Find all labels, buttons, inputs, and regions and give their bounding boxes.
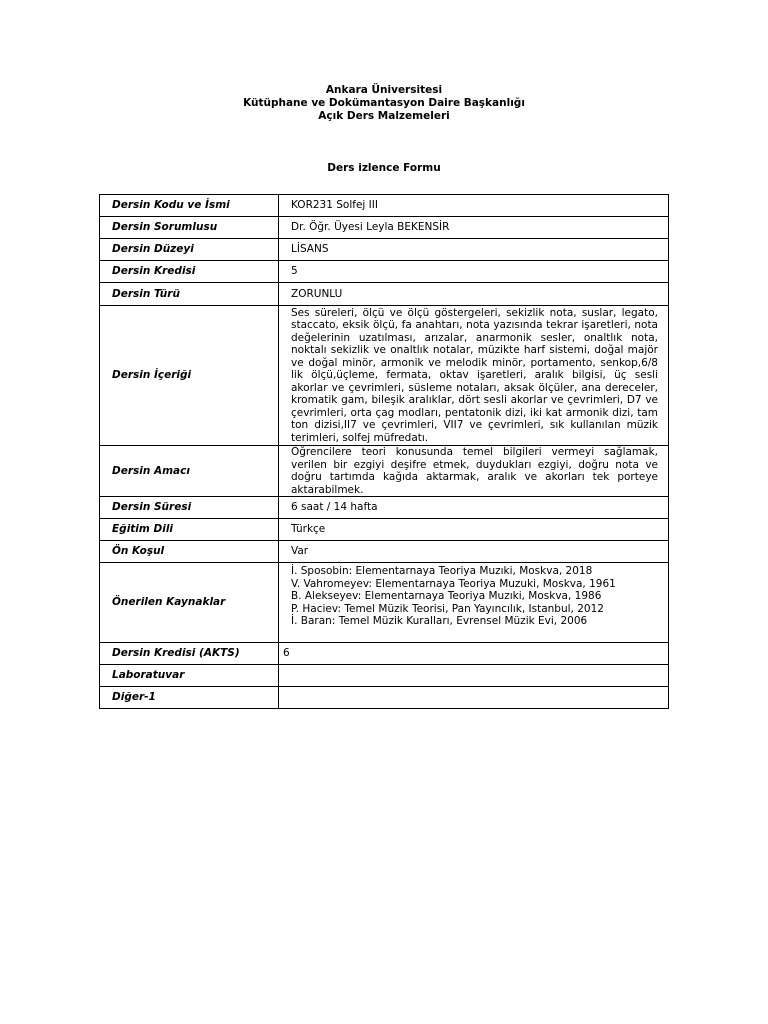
- row-value-objective: Öğrencilere teori konusunda temel bilgileri vermeyi sağlamak, verilen bir ezgiyi deşifre etmek, duydukları ezgiyi, doğru nota ve doğru tartımda kağıda aktarmak, aralık ve akorları tek porteye aktarabilmek.: [279, 446, 669, 497]
- document-header: [0, 84, 768, 123]
- row-label-level: Dersin Düzeyi: [100, 239, 279, 261]
- row-value-instructor: Dr. Öğr. Üyesi Leyla BEKENSİR: [279, 217, 669, 239]
- row-value-course-code: KOR231 Solfej III: [279, 195, 669, 217]
- row-label-course-code: Dersin Kodu ve İsmi: [100, 195, 279, 217]
- source-item: V. Vahromeyev: Elementarnaya Teoriya Muzuki, Moskva, 1961: [291, 577, 616, 590]
- row-label-credit: Dersin Kredisi: [100, 261, 279, 283]
- table-row: [100, 195, 669, 217]
- row-label-ects: Dersin Kredisi (AKTS): [100, 643, 279, 665]
- table-row: [100, 541, 669, 563]
- row-value-credit: 5: [279, 261, 669, 283]
- table-row: [100, 665, 669, 687]
- row-label-instructor: Dersin Sorumlusu: [100, 217, 279, 239]
- row-label-other-1: Diğer-1: [100, 687, 279, 709]
- table-row: [100, 519, 669, 541]
- table-row: [100, 306, 669, 446]
- row-value-content: Ses süreleri, ölçü ve ölçü göstergeleri, sekizlik nota, suslar, legato, staccato, eksik ölçü, fa anahtarı, nota yazısında tekrar işaretleri, nota değelerinin uzatılması, arızalar, anarmonik sesler, onaltlık nota, noktalı sekizlik ve onaltlık notalar, müzikte harf sistemi, doğal majör ve doğal minör, armonik ve melodik minör, portamento, senkop,6/8 lik ölçü,üçleme, fermata, oktav işaretleri, aralık bilgisi, üç sesli akorlar ve çevrimleri, süsleme notaları, aksak ölçüler, ana dereceler, kromatik gam, bileşik aralıklar, dört sesli akorlar ve çevrimleri, D7 ve çevrimleri, orta çag modları, pentatonik dizi, iki kat armonik dizi, tam ton dizisi,II7 ve çevrimleri, VII7 ve çevrimleri, sık kullanılan müzik terimleri, solfej müfredatı.: [279, 306, 669, 446]
- row-label-language: Eğitim Dili: [100, 519, 279, 541]
- table-row: [100, 217, 669, 239]
- table-row: [100, 239, 669, 261]
- table-row: [100, 563, 669, 643]
- row-label-sources: Önerilen Kaynaklar: [100, 563, 279, 643]
- table-row: [100, 283, 669, 306]
- row-value-other-1: [279, 687, 669, 709]
- table-row: [100, 643, 669, 665]
- row-value-prerequisite: Var: [279, 541, 669, 563]
- row-value-level: LİSANS: [279, 239, 669, 261]
- row-label-content: Dersin İçeriği: [100, 306, 279, 446]
- row-label-type: Dersin Türü: [100, 283, 279, 306]
- row-value-type: ZORUNLU: [279, 283, 669, 306]
- materials-title: Açık Ders Malzemeleri: [318, 110, 450, 122]
- table-row: [100, 446, 669, 497]
- source-item: İ. Baran: Temel Müzik Kuralları, Evrensel Müzik Evi, 2006: [291, 615, 588, 627]
- row-value-ects: 6: [279, 643, 669, 665]
- row-label-prerequisite: Ön Koşul: [100, 541, 279, 563]
- row-label-duration: Dersin Süresi: [100, 497, 279, 519]
- row-value-sources: [279, 563, 669, 643]
- row-value-duration: 6 saat / 14 hafta: [279, 497, 669, 519]
- syllabus-table: [99, 194, 669, 709]
- source-item: B. Alekseyev: Elementarnaya Teoriya Muzıki, Moskva, 1986: [291, 590, 602, 602]
- source-item: İ. Sposobin: Elementarnaya Teoriya Muzıki, Moskva, 2018: [291, 565, 593, 577]
- row-label-objective: Dersin Amacı: [100, 446, 279, 497]
- table-row: [100, 261, 669, 283]
- department-name: Kütüphane ve Dokümantasyon Daire Başkanlığı: [243, 97, 525, 109]
- form-title: Ders izlence Formu: [327, 162, 441, 174]
- row-value-laboratory: [279, 665, 669, 687]
- row-value-language: Türkçe: [279, 519, 669, 541]
- table-row: [100, 687, 669, 709]
- source-item: P. Haciev: Temel Müzik Teorisi, Pan Yayıncılık, Istanbul, 2012: [291, 602, 604, 615]
- row-label-laboratory: Laboratuvar: [100, 665, 279, 687]
- table-row: [100, 497, 669, 519]
- university-name: Ankara Üniversitesi: [325, 84, 443, 96]
